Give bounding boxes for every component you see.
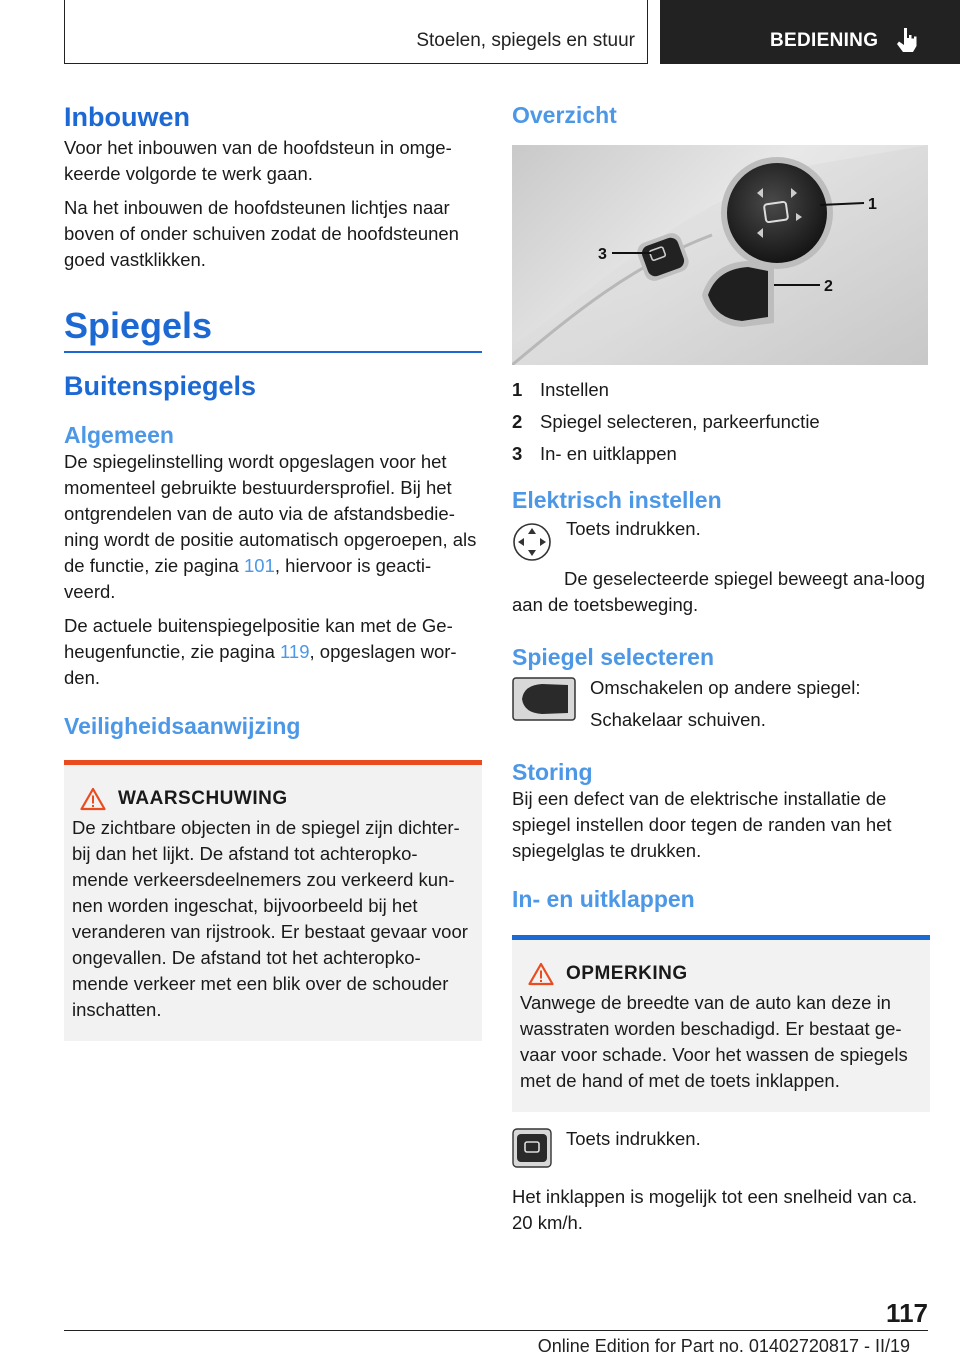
- hand-pointer-icon: [895, 26, 919, 54]
- footer-divider: [64, 1330, 928, 1331]
- mirror-controls-illustration: [512, 145, 928, 365]
- chapter-title: BEDIENING: [770, 30, 879, 51]
- inbouwen-paragraph-1: Voor het inbouwen van de hoofdsteun in omge-keerde volgorde te werk gaan.: [64, 137, 452, 184]
- warning-text: De zichtbare objecten in de spiegel zijn dichter-bij dan het lijkt. De afstand tot achteropko-mende verkeersdeelnemers zou verkeerd kun-nen worden ingeschat, bijvoorbeeld bij het veranderen van rijstrook. Er bestaat gevaar voor ongevallen. De afstand tot het achteropko-mende verkeer met een blik over de schouder inschatten.: [72, 817, 468, 1020]
- edition-info: Online Edition for Part no. 01402720817 - II/19: [537, 1336, 910, 1356]
- klappen-paragraph-1: Toets indrukken.: [566, 1128, 701, 1149]
- page-ref-101[interactable]: 101: [244, 555, 275, 576]
- algemeen-paragraph-1: [64, 449, 482, 605]
- selecteren-paragraph-1: Omschakelen op andere spiegel:: [590, 677, 861, 698]
- callout-2: 2: [824, 278, 833, 295]
- right-column: [512, 100, 930, 1236]
- storing-paragraph: Bij een defect van de elektrische installatie de spiegel instellen door tegen de randen van het spiegelglas te drukken.: [512, 788, 892, 861]
- selecteren-text: [590, 675, 930, 733]
- note-title: OPMERKING: [566, 963, 688, 984]
- chapter-tab: [660, 0, 960, 64]
- warning-box: [64, 760, 482, 1041]
- mirror-controls-photo: [512, 145, 928, 365]
- klappen-paragraph-2: Het inklappen is mogelijk tot een snelheid van ca. 20 km/h.: [512, 1186, 918, 1233]
- mirror-adjust-knob-icon: [512, 522, 552, 562]
- elektrisch-heading: Elektrisch instellen: [512, 487, 722, 513]
- left-column: [64, 100, 482, 1041]
- algemeen-p2-text: De actuele buitenspiegelpositie kan met de Ge-heugenfunctie, zie pagina: [64, 615, 453, 662]
- legend-text: Instellen: [540, 379, 609, 400]
- spiegels-heading: Spiegels: [64, 305, 482, 353]
- selecteren-heading: Spiegel selecteren: [512, 644, 714, 670]
- legend-number: 1: [512, 379, 523, 400]
- elektrisch-paragraph-1: Toets indrukken.: [566, 518, 701, 539]
- legend-number: 2: [512, 411, 523, 432]
- callout-1: 1: [868, 196, 877, 213]
- warning-title: WAARSCHUWING: [118, 788, 288, 809]
- elektrisch-paragraph-2: De geselecteerde spiegel beweegt ana-loog aan de toetsbeweging.: [512, 568, 926, 615]
- elektrisch-text: [566, 516, 930, 542]
- note-box: [512, 935, 930, 1112]
- legend-number: 3: [512, 443, 523, 464]
- note-box-header: [520, 962, 922, 986]
- klappen-text: [566, 1126, 930, 1152]
- mirror-fold-button-icon: [512, 1128, 552, 1168]
- legend-text: Spiegel selecteren, parkeerfunctie: [540, 411, 820, 432]
- selecteren-row: [512, 675, 930, 733]
- inbouwen-paragraph-2: Na het inbouwen de hoofdsteunen lichtjes naar boven of onder schuiven zodat de hoofdsteunen goed vastklikken.: [64, 197, 459, 270]
- algemeen-p1-text-end: , hiervoor is geacti-veerd.: [64, 555, 432, 602]
- selecteren-paragraph-2: Schakelaar schuiven.: [590, 709, 766, 730]
- page-ref-119[interactable]: 119: [280, 641, 310, 662]
- algemeen-heading: Algemeen: [64, 422, 174, 448]
- algemeen-p1-text: De spiegelinstelling wordt opgeslagen voor het momenteel gebruikte bestuurdersprofiel. Bij het ontgrendelen van de auto via de afstandsbedie-ning wordt de positie automatisch opgeroepen, als de functie, zie pagina: [64, 451, 477, 576]
- section-title: Stoelen, spiegels en stuur: [416, 30, 635, 51]
- veiligheid-heading: Veiligheidsaanwijzing: [64, 713, 301, 739]
- mirror-selector-switch-icon: [512, 677, 576, 721]
- algemeen-paragraph-2: [64, 613, 482, 691]
- warning-triangle-icon: [80, 787, 106, 811]
- klappen-heading: In- en uitklappen: [512, 886, 695, 912]
- warning-box-header: [72, 787, 474, 811]
- storing-heading: Storing: [512, 759, 593, 785]
- section-tab: [64, 0, 648, 64]
- buitenspiegels-heading: Buitenspiegels: [64, 371, 257, 401]
- callout-3: 3: [598, 246, 607, 263]
- photo-legend: [512, 377, 930, 467]
- inbouwen-heading: Inbouwen: [64, 102, 190, 132]
- klappen-row: [512, 1126, 930, 1168]
- legend-text: In- en uitklappen: [540, 443, 677, 464]
- page-header: [0, 0, 960, 66]
- overzicht-heading: Overzicht: [512, 102, 617, 128]
- elektrisch-row: [512, 516, 930, 562]
- page-number: 117: [886, 1298, 928, 1328]
- note-text: Vanwege de breedte van de auto kan deze in wasstraten worden beschadigd. Er bestaat ge-vaar voor schade. Voor het wassen de spiegels met de hand of met de toets inklappen.: [520, 992, 908, 1091]
- algemeen-p2-text-end: , opgeslagen wor-den.: [64, 641, 457, 688]
- warning-triangle-icon: [528, 962, 554, 986]
